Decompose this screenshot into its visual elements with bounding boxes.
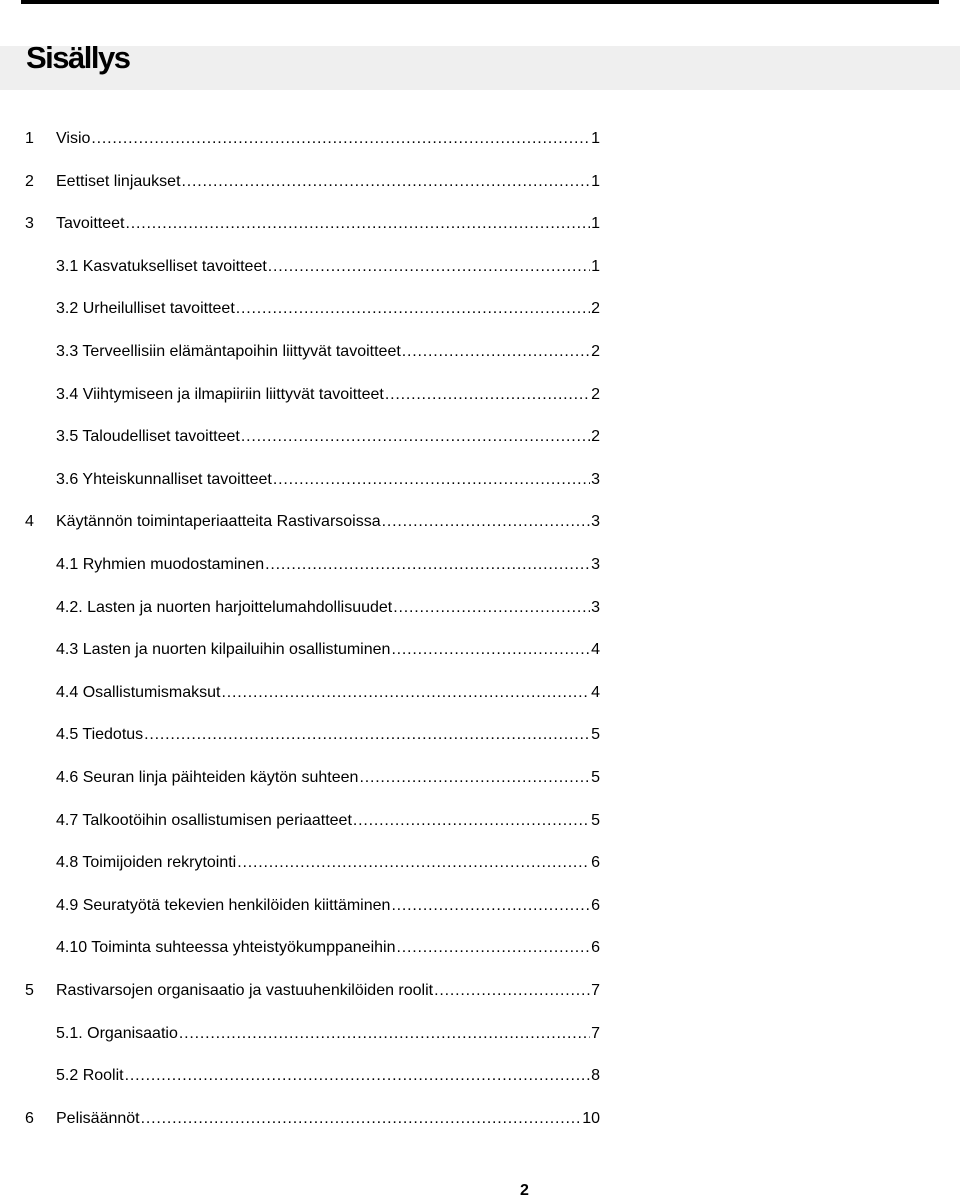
toc-entry[interactable] (0, 639, 960, 661)
toc-entry-page: 5 (591, 726, 600, 744)
toc-entry-title: Käytännön toimintaperiaatteita Rastivarsoissa (56, 513, 381, 531)
toc-entry-title: 5.1. Organisaatio (56, 1024, 178, 1042)
toc-entry-number: 6 (25, 1109, 34, 1127)
page-number: 2 (520, 1182, 529, 1199)
toc-dot-leader (396, 937, 590, 959)
toc-dot-leader (402, 341, 590, 363)
toc-entry-line (56, 724, 600, 746)
toc-entry-page: 2 (591, 385, 600, 403)
toc-entry-title: 3.2 Urheilulliset tavoitteet (56, 300, 235, 318)
toc-dot-leader (125, 1065, 591, 1087)
toc-entry-line (56, 426, 600, 448)
toc-entry-page: 6 (591, 896, 600, 914)
toc-entry[interactable] (0, 767, 960, 789)
toc-dot-leader (241, 426, 590, 448)
toc-entry-title: 3.3 Terveellisiin elämäntapoihin liittyvät tavoitteet (56, 343, 401, 360)
toc-entry-page: 7 (591, 982, 600, 999)
toc-entry-page: 3 (591, 556, 600, 573)
toc-dot-leader (385, 384, 590, 406)
toc-entry-title: Visio (56, 130, 91, 147)
toc-entry-line (56, 171, 600, 193)
toc-entry[interactable] (0, 469, 960, 491)
toc-entry[interactable] (0, 384, 960, 406)
toc-entry-line (56, 937, 600, 959)
toc-entry-line (56, 852, 600, 874)
toc-entry-title: 4.5 Tiedotus (56, 726, 144, 744)
toc-dot-leader (393, 597, 590, 619)
toc-entry[interactable] (0, 511, 960, 533)
toc-entry-line (56, 980, 600, 1002)
toc-entry-title: 4.6 Seuran linja päihteiden käytön suhteen (56, 769, 359, 786)
toc-entry[interactable] (0, 341, 960, 363)
toc-entry-page: 2 (591, 343, 600, 360)
toc-entry-line (56, 767, 600, 789)
toc-entry[interactable] (0, 810, 960, 832)
toc-entry[interactable] (0, 1023, 960, 1045)
toc-entry-number: 3 (25, 215, 34, 233)
toc-entry[interactable] (0, 298, 960, 320)
toc-entry-page: 3 (591, 513, 600, 531)
toc-entry-number: 2 (25, 172, 34, 190)
toc-entry-title: 4.3 Lasten ja nuorten kilpailuihin osallistuminen (56, 641, 391, 659)
toc-entry-title: 4.7 Talkootöihin osallistumisen periaatteet (56, 811, 352, 829)
toc-entry-number: 4 (25, 513, 34, 531)
toc-heading: Sisällys (26, 40, 130, 75)
toc-entry-title: 4.2. Lasten ja nuorten harjoittelumahdollisuudet (56, 598, 393, 616)
toc-entry-page: 1 (591, 130, 600, 147)
toc-entry-page: 3 (591, 470, 600, 488)
toc-entry-line (56, 384, 600, 406)
toc-dot-leader (382, 511, 590, 533)
toc-entry-page: 4 (591, 683, 600, 701)
toc-dot-leader (236, 298, 590, 320)
toc-dot-leader (182, 171, 591, 193)
toc-entry[interactable] (0, 171, 960, 193)
toc-dot-leader (125, 213, 590, 235)
toc-entry[interactable] (0, 128, 960, 150)
toc-entry[interactable] (0, 597, 960, 619)
toc-entry-line (56, 597, 600, 619)
toc-dot-leader (359, 767, 590, 789)
toc-entry-line (56, 895, 600, 917)
toc-entry[interactable] (0, 1065, 960, 1087)
toc-entry-page: 5 (591, 811, 600, 829)
toc-entry-title: 3.4 Viihtymiseen ja ilmapiiriin liittyvät tavoitteet (56, 385, 384, 403)
toc-entry[interactable] (0, 852, 960, 874)
toc-dot-leader (265, 554, 590, 576)
toc-dot-leader (91, 128, 590, 150)
toc-entry-page: 1 (591, 257, 600, 275)
toc-entry-line (56, 1023, 600, 1045)
toc-entry-line (56, 554, 600, 576)
toc-dot-leader (144, 724, 590, 746)
toc-entry-page: 2 (591, 428, 600, 446)
toc-dot-leader (179, 1023, 590, 1045)
toc-entry-line (56, 639, 600, 661)
toc-entry-page: 8 (591, 1067, 600, 1085)
toc-entry-line (56, 1065, 600, 1087)
toc-dot-leader (391, 639, 590, 661)
toc-entry-page: 4 (591, 641, 600, 659)
toc-dot-leader (391, 895, 590, 917)
toc-entry-page: 1 (591, 215, 600, 233)
toc-dot-leader (273, 469, 590, 491)
toc-entry-line (56, 810, 600, 832)
toc-entry-title: Pelisäännöt (56, 1109, 140, 1127)
toc-dot-leader (237, 852, 590, 874)
toc-entry-title: 4.8 Toimijoiden rekrytointi (56, 854, 237, 872)
toc-entry-title: 4.9 Seuratyötä tekevien henkilöiden kiittäminen (56, 896, 391, 914)
toc-entry-title: Tavoitteet (56, 215, 125, 233)
toc-entry-page: 2 (591, 300, 600, 318)
toc-entry-title: 4.4 Osallistumismaksut (56, 683, 221, 701)
toc-entry-title: 5.2 Roolit (56, 1067, 124, 1085)
toc-entry-title: 3.6 Yhteiskunnalliset tavoitteet (56, 470, 272, 488)
toc-entry-title: 4.10 Toiminta suhteessa yhteistyökumppaneihin (56, 939, 396, 957)
toc-entry-page: 1 (591, 172, 600, 190)
toc-entry[interactable] (0, 554, 960, 576)
toc-entry-title: Rastivarsojen organisaatio ja vastuuhenkilöiden roolit (56, 982, 434, 999)
toc-entry-page: 6 (591, 854, 600, 872)
toc-entry-title: 3.1 Kasvatukselliset tavoitteet (56, 257, 267, 275)
toc-entry-line (56, 298, 600, 320)
toc-entry[interactable] (0, 426, 960, 448)
toc-entry-number: 1 (25, 130, 34, 147)
toc-entry-title: 4.1 Ryhmien muodostaminen (56, 556, 265, 573)
toc-entry-page: 7 (591, 1024, 600, 1042)
toc-entry[interactable] (0, 1108, 960, 1130)
toc-entry-line (56, 1108, 600, 1130)
toc-entry-page: 10 (582, 1109, 600, 1127)
toc-entry-line (56, 213, 600, 235)
toc-dot-leader (268, 256, 590, 278)
toc-entry-page: 5 (591, 769, 600, 786)
toc-entry[interactable] (0, 937, 960, 959)
toc-entry-page: 6 (591, 939, 600, 957)
toc-entry-line (56, 341, 600, 363)
toc-entry-line (56, 256, 600, 278)
toc-entry-title: 3.5 Taloudelliset tavoitteet (56, 428, 240, 446)
toc-entry[interactable] (0, 256, 960, 278)
toc-entry-line (56, 682, 600, 704)
toc-dot-leader (222, 682, 591, 704)
toc-entry-number: 5 (25, 982, 34, 999)
toc-entry[interactable] (0, 724, 960, 746)
toc-entry[interactable] (0, 895, 960, 917)
toc-entry[interactable] (0, 213, 960, 235)
toc-entry-page: 3 (591, 598, 600, 616)
toc-entry-line (56, 511, 600, 533)
toc-dot-leader (434, 980, 590, 1002)
toc-dot-leader (353, 810, 590, 832)
toc-entry[interactable] (0, 980, 960, 1002)
toc-dot-leader (141, 1108, 582, 1130)
toc-entry-line (56, 128, 600, 150)
toc-entry-line (56, 469, 600, 491)
toc-entry[interactable] (0, 682, 960, 704)
toc-entry-title: Eettiset linjaukset (56, 172, 181, 190)
